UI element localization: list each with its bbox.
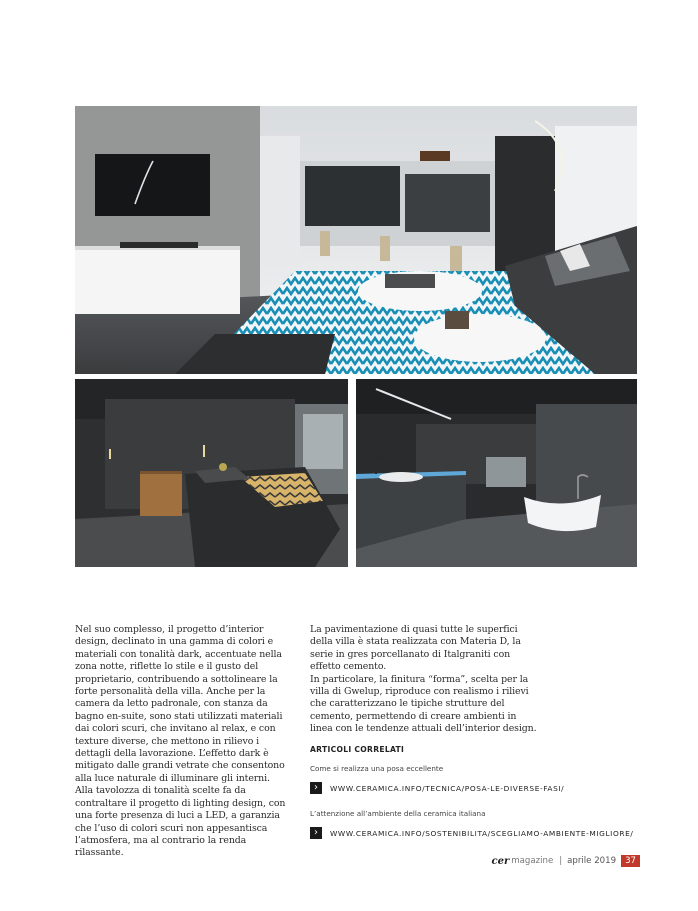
related-heading: ARTICOLI CORRELATI <box>310 745 405 754</box>
related-link-posa[interactable] <box>310 782 650 794</box>
related-description: Come si realizza una posa eccellente <box>310 764 444 773</box>
page-footer <box>492 855 641 867</box>
article-paragraph: Alla tavolozza di tonalità scelte fa da contraltare il progetto di lighting design, con una forte presenza di luci a LED, a garanzia che l’uso di colori scuri non appesantisca l’atmosfera, ma al contrario la renda rilassante. <box>75 785 286 859</box>
living-room-photo <box>75 106 637 374</box>
arrow-right-icon[interactable]: › <box>310 827 322 839</box>
magazine-logo: cer <box>491 855 510 867</box>
article-column-right <box>310 624 540 736</box>
related-url[interactable]: WWW.CERAMICA.INFO/SOSTENIBILITA/SCEGLIAMO-AMBIENTE-MIGLIORE/ <box>330 828 634 838</box>
related-link-sostenibilita[interactable] <box>310 827 650 839</box>
footer-separator: | <box>559 856 563 866</box>
bathroom-photo <box>356 379 637 567</box>
issue-date: aprile 2019 <box>567 856 617 866</box>
article-column-left <box>75 624 297 860</box>
bedroom-photo <box>75 379 348 567</box>
related-articles <box>310 745 650 854</box>
magazine-name: magazine <box>511 856 554 866</box>
article-paragraph: La pavimentazione di quasi tutte le superfici della villa è stata realizzata con Materia D, la serie in gres porcellanato di Italgraniti con effetto cemento. <box>310 624 521 673</box>
page-number: 37 <box>621 855 640 867</box>
arrow-right-icon[interactable]: › <box>310 782 322 794</box>
article-paragraph: Nel suo complesso, il progetto d’interior design, declinato in una gamma di colori e materiali con tonalità dark, accentuate nella zona notte, riflette lo stile e il gusto del proprietario, contribuendo a sottolineare la forte personalità della villa. Anche per la camera da letto padronale, con stanza da bagno en-suite, sono stati utilizzati materiali dai colori scuri, che invitano al relax, e con texture diverse, che mettono in rilievo i dettagli della lavorazione. L’effetto dark è mitigato dalle grandi vetrate che consentono alla luce naturale di illuminare gli interni. <box>75 624 285 784</box>
related-description: L’attenzione all’ambiente della ceramica italiana <box>310 809 486 818</box>
article-paragraph: In particolare, la finitura “forma”, scelta per la villa di Gwelup, riproduce con realismo i rilievi che caratterizzano le tipiche strutture del cemento, permettendo di creare ambienti in linea con le tendenze attuali dell’interior design. <box>310 673 537 735</box>
related-url[interactable]: WWW.CERAMICA.INFO/TECNICA/POSA-LE-DIVERSE-FASI/ <box>330 783 565 793</box>
